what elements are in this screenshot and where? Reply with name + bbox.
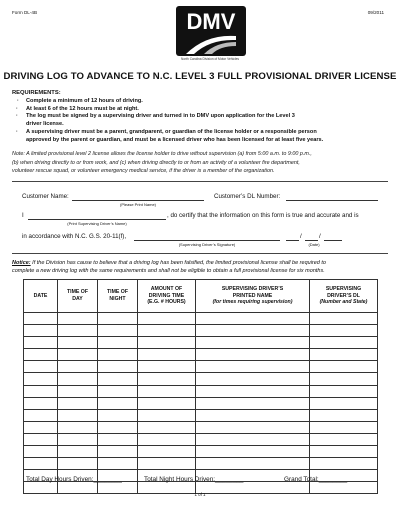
total-night-hours: Total Night Hours Driven:________ [144,476,244,483]
table-cell[interactable] [24,349,58,361]
supervising-name-field[interactable] [28,219,166,220]
column-header-supervising-name: SUPERVISING DRIVER’S PRINTED NAME (for times requiring supervision) [196,280,310,313]
table-cell[interactable] [310,313,378,325]
table-cell[interactable] [310,373,378,385]
table-cell[interactable] [196,325,310,337]
table-cell[interactable] [24,421,58,433]
page-title: DRIVING LOG TO ADVANCE TO N.C. LEVEL 3 FULL PROVISIONAL DRIVER LICENSE [3,71,397,82]
table-cell[interactable] [196,421,310,433]
table-cell[interactable] [138,385,196,397]
table-header-row [24,280,378,313]
date-caption: (Date) [308,242,320,247]
table-cell[interactable] [310,397,378,409]
table-cell[interactable] [138,313,196,325]
requirement-item: · A supervising driver must be a parent, grandparent, or guardian of the license holder or a responsible person [16,128,317,135]
table-cell[interactable] [196,458,310,470]
grand-total-field[interactable]: ________ [318,476,348,483]
table-cell[interactable] [58,337,98,349]
total-day-hours: Total Day Hours Driven:________ [26,476,122,483]
table-cell[interactable] [24,373,58,385]
divider [12,253,388,254]
date-month-field[interactable] [286,240,299,241]
table-cell[interactable] [310,349,378,361]
customer-name-label: Customer Name: [22,193,69,200]
dmv-logo-text: DMV [186,9,236,34]
table-cell[interactable] [58,458,98,470]
table-cell[interactable] [58,409,98,421]
page-number: 1 of 1 [194,492,206,497]
table-cell[interactable] [58,433,98,445]
table-cell[interactable] [138,421,196,433]
table-cell[interactable] [196,313,310,325]
table-cell[interactable] [24,337,58,349]
table-cell[interactable] [310,337,378,349]
column-header-time-of-night: TIME OF NIGHT [98,280,138,313]
table-row [24,421,378,433]
table-cell[interactable] [58,385,98,397]
table-cell[interactable] [310,446,378,458]
please-print-name-caption: (Please Print Name) [119,202,156,207]
table-cell[interactable] [58,421,98,433]
dmv-logo [176,6,246,58]
table-cell[interactable] [138,446,196,458]
falsification-notice: Notice: If the Division has cause to believe that a driving log has been falsified, the limited provisional license shall be required to complete a new driving log with the same requirements and shall not be eligible to obtain a full provisional license for six months. [12,260,326,275]
table-cell[interactable] [98,421,138,433]
driving-log-table [23,279,378,494]
table-cell[interactable] [58,397,98,409]
table-cell[interactable] [310,385,378,397]
column-header-time-of-day: TIME OF DAY [58,280,98,313]
table-cell[interactable] [58,373,98,385]
table-cell[interactable] [24,313,58,325]
table-cell[interactable] [24,458,58,470]
table-cell[interactable] [138,458,196,470]
notice-label: Notice: [12,260,31,266]
table-cell[interactable] [196,446,310,458]
table-cell[interactable] [310,433,378,445]
table-row [24,385,378,397]
total-night-hours-field[interactable]: ________ [215,476,244,483]
column-header-date: DATE [24,280,58,313]
date-slash: / [319,233,321,240]
table-cell[interactable] [98,385,138,397]
requirement-item-continued: driver license. [26,121,64,128]
form-number: Form DL-4B [12,10,38,15]
column-header-supervising-dl: SUPERVISING DRIVER’S DL (Number and State) [310,280,378,313]
table-cell[interactable] [138,409,196,421]
table-cell[interactable] [310,421,378,433]
table-cell[interactable] [196,349,310,361]
table-cell[interactable] [98,409,138,421]
accordance-text: in accordance with N.C. G.S. 20-11(f), [22,233,127,240]
requirements-list [12,98,392,144]
table-cell[interactable] [196,361,310,373]
table-cell[interactable] [138,349,196,361]
date-day-field[interactable] [305,240,318,241]
i-label: I [22,212,24,219]
customer-dl-label: Customer’s DL Number: [214,193,281,200]
supervising-signature-caption: (Supervising Driver’s Signature) [178,242,236,247]
date-year-field[interactable] [324,240,342,241]
table-cell[interactable] [310,361,378,373]
requirement-item: · At least 6 of the 12 hours must be at night. [16,105,139,112]
table-cell[interactable] [196,373,310,385]
total-day-hours-field[interactable]: ________ [93,476,122,483]
table-cell[interactable] [58,325,98,337]
table-cell[interactable] [138,337,196,349]
revision-date: 09/2011 [367,10,384,15]
table-cell[interactable] [24,446,58,458]
grand-total: Grand Total:________ [284,476,348,483]
table-cell[interactable] [98,313,138,325]
table-cell[interactable] [24,397,58,409]
table-cell[interactable] [196,337,310,349]
table-row [24,397,378,409]
supervising-signature-field[interactable] [134,240,280,241]
table-row [24,446,378,458]
table-cell[interactable] [138,397,196,409]
table-cell[interactable] [98,349,138,361]
requirement-item: · The log must be signed by a supervising driver and turned in to DMV upon application for the Level 3 [16,113,295,120]
table-cell[interactable] [138,433,196,445]
column-header-driving-time: AMOUNT OF DRIVING TIME (E.G. # HOURS) [138,280,196,313]
table-cell[interactable] [138,373,196,385]
table-cell[interactable] [98,458,138,470]
table-row [24,433,378,445]
table-cell[interactable] [98,446,138,458]
provisional-note: Note: A limited provisional level 2 license allows the license holder to drive without supervision (a) from 5:00 a.m. to 9:00 p.m., (b) when driving directly to or from work, and (c) when driving directly to or from an activity of a volunteer fire department, volunteer rescue squad, or volunteer emergency medical service, if the driver is a member of the organization. [12,151,312,174]
table-cell[interactable] [138,325,196,337]
table-cell[interactable] [24,409,58,421]
table-cell[interactable] [58,446,98,458]
certify-text: , do certify that the information on this form is true and accurate and is [167,212,359,219]
table-cell[interactable] [98,373,138,385]
table-cell[interactable] [196,433,310,445]
table-cell[interactable] [196,397,310,409]
table-cell[interactable] [310,409,378,421]
date-slash: / [300,233,302,240]
table-row [24,409,378,421]
table-cell[interactable] [98,361,138,373]
table-cell[interactable] [24,433,58,445]
table-cell[interactable] [196,385,310,397]
table-cell[interactable] [138,361,196,373]
table-row [24,325,378,337]
table-row [24,373,378,385]
requirements-heading: REQUIREMENTS: [12,90,61,96]
logo-caption: North Carolina Division of Motor Vehicles [181,57,239,61]
table-cell[interactable] [98,337,138,349]
table-cell[interactable] [98,397,138,409]
table-cell[interactable] [58,361,98,373]
table-row [24,313,378,325]
requirement-item: · Complete a minimum of 12 hours of driving. [17,98,143,104]
customer-dl-field[interactable] [286,200,378,201]
table-row [24,337,378,349]
divider [12,181,388,182]
table-cell[interactable] [58,313,98,325]
table-cell[interactable] [196,409,310,421]
table-cell[interactable] [310,458,378,470]
table-row [24,458,378,470]
table-cell[interactable] [310,325,378,337]
requirement-item-continued: approved by the parent or guardian, and must be a licensed driver who has been licensed for at least five years. [26,136,324,143]
print-supervising-name-caption: (Print Supervising Driver’s Name) [67,221,127,226]
log-table-body [24,313,378,494]
table-cell[interactable] [98,433,138,445]
table-cell[interactable] [24,385,58,397]
table-cell[interactable] [24,361,58,373]
table-row [24,361,378,373]
table-cell[interactable] [98,325,138,337]
customer-name-field[interactable] [72,200,204,201]
table-cell[interactable] [58,349,98,361]
table-cell[interactable] [24,325,58,337]
table-row [24,349,378,361]
